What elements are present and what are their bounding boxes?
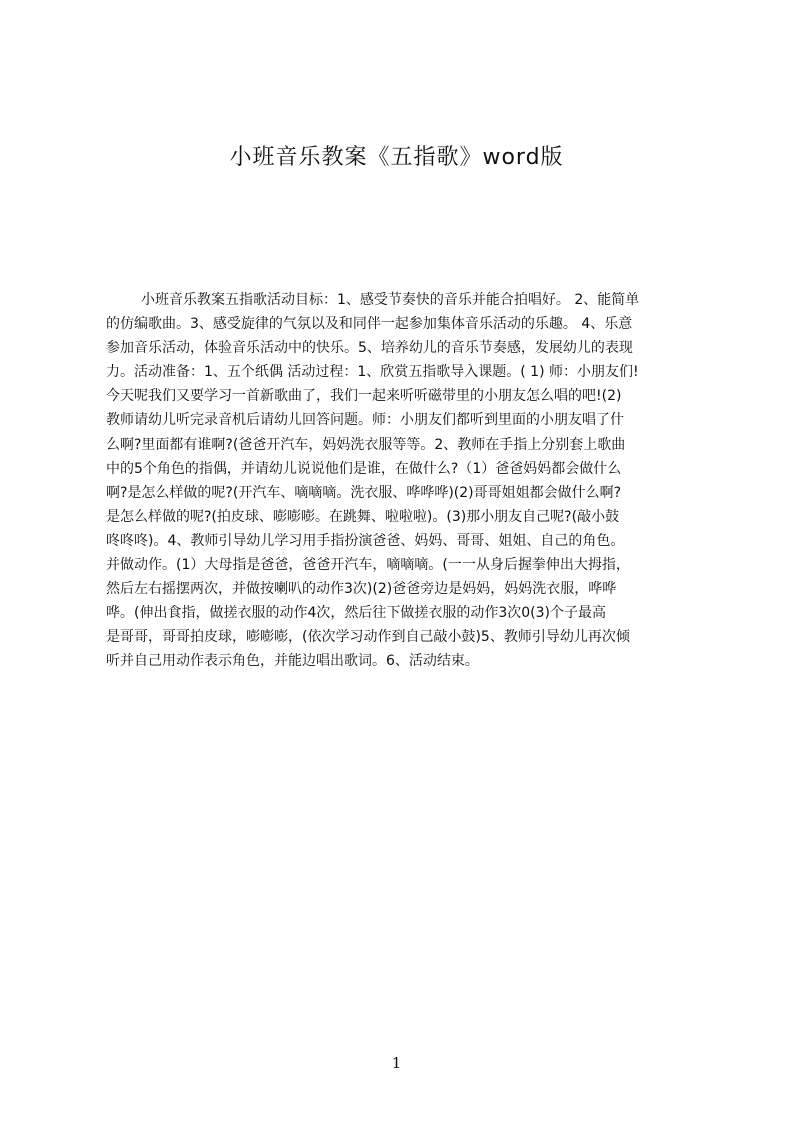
body-line: 么啊?里面都有谁啊?(爸爸开汽车，妈妈洗衣服等等。2、教师在手指上分别套上歌曲 <box>106 436 626 453</box>
body-line: 啊?是怎么样做的呢?(开汽车、嘀嘀嘀。洗衣服、哗哗哗)(2)哥哥姐姐都会做什么啊? <box>106 484 622 501</box>
body-line: 小班音乐教案五指歌活动目标：1、感受节奏快的音乐并能合拍唱好。 2、能简单 <box>141 292 640 308</box>
body-line: 教师请幼儿听完录音机后请幼儿回答问题。师：小朋友们都听到里面的小朋友唱了什 <box>106 412 624 429</box>
document-body <box>106 288 698 674</box>
body-line: 是怎么样做的呢?(拍皮球、嘭嘭嘭。在跳舞、啦啦啦)。(3)那小朋友自己呢?(敲小鼓 <box>106 508 620 525</box>
body-line: 并做动作。(1）大母指是爸爸，爸爸开汽车，嘀嘀嘀。(一一从身后握拳伸出大拇指， <box>106 557 630 574</box>
body-line: 今天呢我们又要学习一首新歌曲了，我们一起来听听磁带里的小朋友怎么唱的吧!(2) <box>106 388 622 405</box>
page-number: 1 <box>391 1054 402 1072</box>
body-line: 哗。(伸出食指，做搓衣服的动作4次，然后往下做搓衣服的动作3次0(3)个子最高 <box>106 605 607 622</box>
body-line: 力。活动准备：1、五个纸偶 活动过程：1、欣赏五指歌导入课题。( 1) 师：小朋友们! <box>106 364 639 381</box>
body-line: 参加音乐活动，体验音乐活动中的快乐。5、培养幼儿的音乐节奏感，发展幼儿的表现 <box>106 340 633 357</box>
document-title: 小班音乐教案《五指歌》word版 <box>229 145 564 170</box>
body-line: 的仿编歌曲。3、感受旋律的气氛以及和同伴一起参加集体音乐活动的乐趣。 4、乐意 <box>106 316 633 333</box>
body-line: 然后左右摇摆两次，并做按喇叭的动作3次)(2)爸爸旁边是妈妈，妈妈洗衣服，哗哗 <box>106 581 617 598</box>
body-line: 听并自己用动作表示角色，并能边唱出歌词。6、活动结束。 <box>106 653 479 670</box>
body-line: 咚咚咚)。4、教师引导幼儿学习用手指扮演爸爸、妈妈、哥哥、姐姐、自己的角色。 <box>106 532 625 549</box>
body-line: 是哥哥，哥哥拍皮球，嘭嘭嘭，(依次学习动作到自己敲小鼓)5、教师引导幼儿再次倾 <box>106 629 630 646</box>
body-line: 中的5个角色的指偶，并请幼儿说说他们是谁，在做什么?（1）爸爸妈妈都会做什么 <box>106 460 622 477</box>
